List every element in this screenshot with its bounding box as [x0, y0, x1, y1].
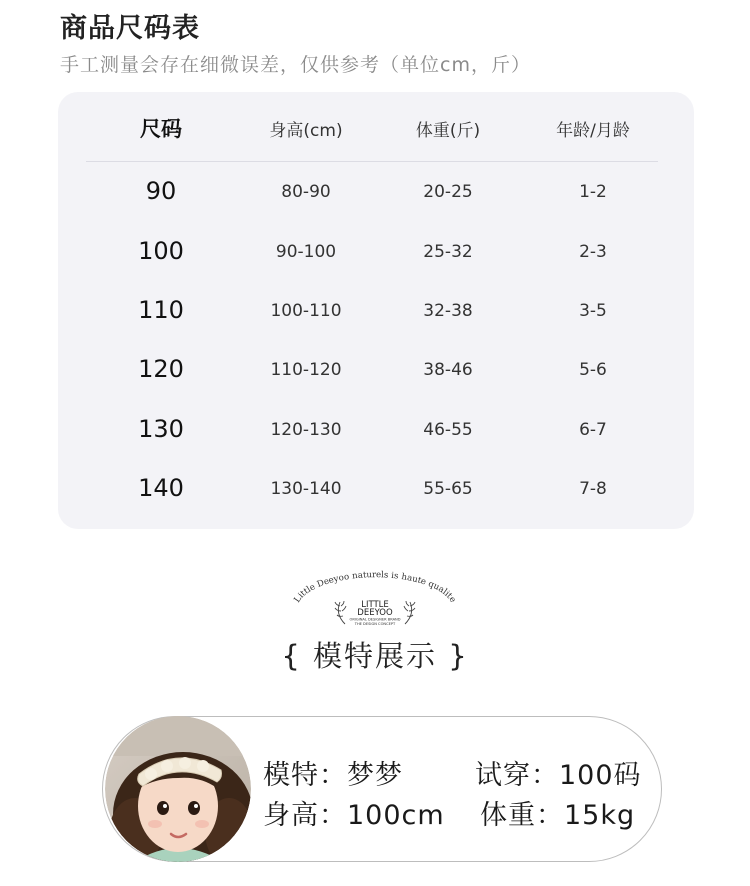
- height-cell: 130-140: [270, 479, 342, 499]
- weight-cell: 38-46: [423, 360, 473, 380]
- weight-cell: 25-32: [423, 242, 473, 262]
- section-title: { 模特展示 }: [281, 639, 469, 673]
- size-chart-card: [58, 92, 694, 529]
- column-header-weight: 体重(斤): [415, 121, 481, 141]
- brand-name-line2: DEEYOO: [357, 608, 393, 618]
- model-photo: [105, 716, 251, 862]
- brand-tagline1: ORIGINAL DESIGNER BRAND: [349, 617, 401, 622]
- column-header-age: 年龄/月龄: [556, 121, 630, 141]
- laurel-left-icon: [335, 601, 346, 624]
- page-title: 商品尺码表: [60, 13, 200, 44]
- header-divider: [86, 161, 658, 162]
- table-row: [58, 172, 694, 212]
- size-chart-header: [58, 92, 694, 160]
- weight-cell: 32-38: [423, 301, 473, 321]
- brand-tagline2: THE DESIGN CONCEPT: [354, 622, 396, 626]
- age-cell: 1-2: [579, 182, 607, 202]
- table-row: [58, 232, 694, 272]
- age-cell: 2-3: [579, 242, 607, 262]
- size-cell: 130: [138, 415, 184, 443]
- model-trial-size: 试穿：100码: [475, 760, 642, 791]
- table-row: [58, 350, 694, 390]
- brand-name-line1: LITTLE: [361, 600, 389, 610]
- weight-cell: 20-25: [423, 182, 473, 202]
- model-weight: 体重：15kg: [480, 800, 636, 831]
- column-header-height: 身高(cm): [269, 121, 343, 141]
- height-cell: 80-90: [281, 182, 331, 202]
- size-cell: 110: [138, 296, 184, 324]
- age-cell: 3-5: [579, 301, 607, 321]
- model-height: 身高：100cm: [263, 800, 445, 831]
- table-row: [58, 410, 694, 450]
- table-row: [58, 291, 694, 331]
- model-name: 模特：梦梦: [263, 760, 403, 791]
- age-cell: 6-7: [579, 420, 607, 440]
- brand-logo: [285, 562, 465, 628]
- size-cell: 100: [138, 237, 184, 265]
- laurel-right-icon: [404, 601, 415, 624]
- size-cell: 120: [138, 355, 184, 383]
- height-cell: 110-120: [270, 360, 342, 380]
- height-cell: 100-110: [270, 301, 342, 321]
- age-cell: 5-6: [579, 360, 607, 380]
- brand-arc-text: Little Deeyoo naturels is haute qualite: [292, 570, 458, 605]
- age-cell: 7-8: [579, 479, 607, 499]
- column-header-size: 尺码: [140, 117, 182, 141]
- height-cell: 120-130: [270, 420, 342, 440]
- size-cell: 140: [138, 474, 184, 502]
- height-cell: 90-100: [275, 242, 337, 262]
- weight-cell: 55-65: [423, 479, 473, 499]
- weight-cell: 46-55: [423, 420, 473, 440]
- page-subtitle: 手工测量会存在细微误差，仅供参考（单位cm，斤）: [60, 54, 531, 76]
- size-cell: 90: [145, 177, 177, 205]
- table-row: [58, 469, 694, 509]
